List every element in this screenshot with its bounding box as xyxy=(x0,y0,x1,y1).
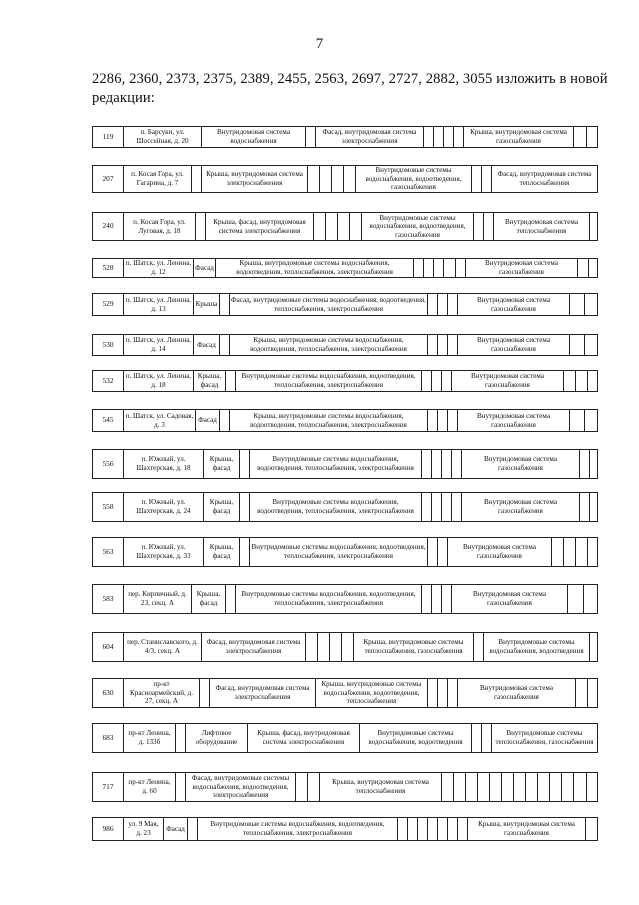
empty-cell xyxy=(447,818,457,840)
work-type-cell: Лифтовое оборудование xyxy=(185,724,247,752)
work-type-cell: Внутридомовые системы водоснабжения, водоотведения, теплоснабжения, электроснабжения xyxy=(249,450,421,478)
empty-cell xyxy=(441,493,451,521)
work-type-cell: Внутридомовые системы водоснабжения, водоотведения, теплоснабжения, электроснабжения xyxy=(235,371,421,391)
empty-cell xyxy=(587,371,599,391)
work-type-cell: Фасад, внутридомовые системы водоснабжения, водоотведения, теплоснабжения, электроснабжения xyxy=(229,294,427,315)
empty-cell xyxy=(569,294,584,315)
address-cell: п. Шатск, ул. Ленина, д. 14 xyxy=(123,335,193,355)
empty-cell xyxy=(441,371,451,391)
work-type-cell: Крыша, внутридомовая система газоснабжения xyxy=(467,818,585,840)
empty-cell xyxy=(219,335,229,355)
empty-cell xyxy=(307,166,319,192)
work-type-cell: Крыша, фасад, внутридомовая система электроснабжения xyxy=(205,213,313,240)
row-number: 529 xyxy=(102,299,114,309)
work-type-cell: Фасад xyxy=(193,259,215,277)
empty-cell xyxy=(501,773,513,801)
empty-cell xyxy=(575,371,587,391)
address-cell: п. Шатск, ул. Ленина, д. 13 xyxy=(123,294,193,315)
work-type-cell: Крыша, фасад xyxy=(191,585,225,613)
address-cell: п. Шатск, ул. Ленина, д. 18 xyxy=(123,371,193,391)
work-type-cell: Крыша, фасад xyxy=(203,450,239,478)
row-number: 683 xyxy=(102,732,114,742)
empty-cell xyxy=(577,259,588,277)
empty-cell xyxy=(413,259,423,277)
empty-cell xyxy=(337,213,349,240)
row-number: 528 xyxy=(102,262,114,272)
empty-cell xyxy=(587,679,599,707)
work-type-cell: Крыша, внутридомовая система теплоснабжения xyxy=(319,773,441,801)
empty-cell xyxy=(573,773,586,801)
empty-cell xyxy=(295,773,307,801)
empty-cell xyxy=(431,371,441,391)
work-type-cell: Внутридомовые системы водоснабжения, водоотведения, теплоснабжения, электроснабжения xyxy=(249,538,427,566)
empty-cell xyxy=(585,818,599,840)
empty-cell xyxy=(583,585,599,613)
empty-cell xyxy=(473,633,483,661)
table-row xyxy=(92,126,598,148)
empty-cell xyxy=(563,538,575,566)
empty-cell xyxy=(175,773,185,801)
empty-cell xyxy=(199,679,209,707)
empty-cell xyxy=(589,213,599,240)
empty-cell xyxy=(443,259,455,277)
empty-cell xyxy=(525,773,537,801)
table-row xyxy=(92,449,598,479)
empty-cell xyxy=(417,818,427,840)
work-type-cell: Крыша, фасад xyxy=(193,371,225,391)
work-type-cell: Крыша, внутридомовая система электроснабжения xyxy=(201,166,307,192)
work-type-cell: Внутридомовая система газоснабжения xyxy=(461,450,579,478)
empty-cell xyxy=(588,259,599,277)
empty-cell xyxy=(443,127,453,147)
empty-cell xyxy=(427,679,437,707)
empty-cell xyxy=(431,585,441,613)
empty-cell xyxy=(477,773,489,801)
empty-cell xyxy=(239,493,249,521)
work-type-cell: Фасад xyxy=(163,818,187,840)
address-cell: п. Шатск, ул. Ленина, д. 12 xyxy=(123,259,193,277)
address-cell: пр-кт Красноармейский, д. 27, секц. А xyxy=(123,679,199,707)
table-row xyxy=(92,492,598,522)
empty-cell xyxy=(451,493,461,521)
empty-cell xyxy=(305,127,315,147)
work-type-cell: Крыша, фасад xyxy=(203,538,239,566)
table-row xyxy=(92,370,598,392)
empty-cell xyxy=(457,818,467,840)
empty-cell xyxy=(219,410,229,431)
empty-cell xyxy=(453,773,465,801)
table-row xyxy=(92,584,598,614)
empty-cell xyxy=(319,166,331,192)
row-number: 545 xyxy=(102,415,114,425)
empty-cell xyxy=(586,127,599,147)
row-number: 240 xyxy=(102,221,114,231)
empty-cell xyxy=(407,818,417,840)
empty-cell xyxy=(473,213,483,240)
work-type-cell: Внутридомовые системы водоснабжения, водоотведения, газоснабжения xyxy=(355,166,471,192)
empty-cell xyxy=(191,166,201,192)
table-row xyxy=(92,212,598,241)
address-cell: п. Барсуки, ул. Шоссейная, д. 20 xyxy=(123,127,201,147)
work-type-cell: Внутридомовая система газоснабжения xyxy=(451,585,567,613)
table-row xyxy=(92,334,598,356)
row-number: 558 xyxy=(102,501,114,511)
empty-cell xyxy=(187,818,197,840)
empty-cell xyxy=(313,213,325,240)
empty-cell xyxy=(573,127,586,147)
empty-cell xyxy=(455,259,465,277)
empty-cell xyxy=(349,213,361,240)
table-row xyxy=(92,678,598,708)
empty-cell xyxy=(575,679,587,707)
table-row xyxy=(92,772,598,802)
work-type-cell: Внутридомовые системы водоснабжения, водоотведения, газоснабжения xyxy=(361,213,473,240)
empty-cell xyxy=(441,450,451,478)
row-number: 530 xyxy=(102,339,114,349)
empty-cell xyxy=(331,166,343,192)
row-number: 207 xyxy=(102,173,114,183)
empty-cell xyxy=(551,538,563,566)
row-number: 717 xyxy=(102,781,114,791)
empty-cell xyxy=(427,538,437,566)
empty-cell xyxy=(437,410,447,431)
work-type-cell: Фасад xyxy=(193,335,219,355)
empty-cell xyxy=(447,335,457,355)
table-row xyxy=(92,258,598,278)
table-row xyxy=(92,409,598,432)
work-type-cell: Внутридомовая система газоснабжения xyxy=(457,679,575,707)
work-type-cell: Крыша, внутридомовые системы теплоснабжения, газоснабжения xyxy=(353,633,473,661)
work-type-cell: Внутридомовые системы водоснабжения, водоотведения, теплоснабжения, электроснабжения xyxy=(235,585,421,613)
empty-cell xyxy=(433,259,443,277)
work-type-cell: Внутридомовая система газоснабжения xyxy=(457,410,569,431)
address-cell: п. Южный, ул. Шахтерская, д. 18 xyxy=(123,450,203,478)
work-type-cell: Внутридомовая система газоснабжения xyxy=(465,259,577,277)
empty-cell xyxy=(481,166,491,192)
empty-cell xyxy=(427,818,437,840)
empty-cell xyxy=(427,410,437,431)
table-row xyxy=(92,165,598,193)
table-row xyxy=(92,537,598,567)
table-row xyxy=(92,817,598,841)
empty-cell xyxy=(451,450,461,478)
empty-cell xyxy=(589,493,599,521)
empty-cell xyxy=(569,410,584,431)
empty-cell xyxy=(423,127,433,147)
empty-cell xyxy=(437,538,447,566)
empty-cell xyxy=(563,371,575,391)
empty-cell xyxy=(513,773,525,801)
empty-cell xyxy=(239,538,249,566)
empty-cell xyxy=(437,335,447,355)
address-cell: пер. Станиславского, д. 4/3, секц. А xyxy=(123,633,201,661)
address-cell: п. Шатск, ул. Садовая, д. 3 xyxy=(123,410,195,431)
empty-cell xyxy=(421,371,431,391)
empty-cell xyxy=(447,410,457,431)
empty-cell xyxy=(447,679,457,707)
empty-cell xyxy=(437,818,447,840)
work-type-cell: Крыша, внутридомовые системы водоснабжения, водоотведения, теплоснабжения, электроснабжения xyxy=(229,335,427,355)
empty-cell xyxy=(584,335,599,355)
work-type-cell: Крыша, фасад xyxy=(203,493,239,521)
work-type-cell: Крыша, внутридомовая система газоснабжения xyxy=(463,127,573,147)
empty-cell xyxy=(447,294,457,315)
row-number: 119 xyxy=(102,131,114,141)
work-type-cell: Внутридомовые системы водоснабжения, водоотведения, теплоснабжения, электроснабжения xyxy=(249,493,421,521)
address-cell: ул. 9 Мая, д. 23 xyxy=(123,818,163,840)
work-type-cell: Внутридомовая система газоснабжения xyxy=(461,493,579,521)
empty-cell xyxy=(427,294,437,315)
empty-cell xyxy=(225,585,235,613)
empty-cell xyxy=(421,450,431,478)
empty-cell xyxy=(433,127,443,147)
address-cell: пр-кт Ленина, д. 133б xyxy=(123,724,175,752)
work-type-cell: Внутридомовые системы теплоснабжения, газоснабжения xyxy=(491,724,597,752)
empty-cell xyxy=(587,538,599,566)
address-cell: п. Южный, ул. Шахтерская, д. 33 xyxy=(123,538,203,566)
empty-cell xyxy=(569,335,584,355)
empty-cell xyxy=(471,724,481,752)
work-type-cell: Фасад, внутридомовые системы водоснабжения, водоотведения, электроснабжения xyxy=(185,773,295,801)
empty-cell xyxy=(575,538,587,566)
empty-cell xyxy=(421,585,431,613)
empty-cell xyxy=(441,773,453,801)
intro-text: 2286, 2360, 2373, 2375, 2389, 2455, 2563, 2697, 2727, 2882, 3055 изложить в новой редакции: xyxy=(92,71,608,106)
empty-cell xyxy=(586,773,599,801)
work-type-cell: Крыша, внутридомовые системы водоснабжения, водоотведения, теплоснабжения, электроснабжения xyxy=(229,410,427,431)
work-type-cell: Внутридомовая система газоснабжения xyxy=(457,335,569,355)
empty-cell xyxy=(239,450,249,478)
address-cell: пр-кт Ленина, д. 60 xyxy=(123,773,175,801)
address-cell: пер. Кирпичный, д. 23, секц. А xyxy=(123,585,191,613)
row-number: 532 xyxy=(102,375,114,385)
empty-cell xyxy=(441,585,451,613)
empty-cell xyxy=(225,371,235,391)
table-row xyxy=(92,632,598,662)
empty-cell xyxy=(471,166,481,192)
empty-cell xyxy=(453,127,463,147)
empty-cell xyxy=(427,335,437,355)
row-number: 604 xyxy=(102,641,114,651)
empty-cell xyxy=(483,213,493,240)
empty-cell xyxy=(307,773,319,801)
empty-cell xyxy=(431,450,441,478)
empty-cell xyxy=(343,166,355,192)
work-type-cell: Внутридомовые системы водоснабжения, водоотведения xyxy=(359,724,471,752)
empty-cell xyxy=(219,294,229,315)
empty-cell xyxy=(549,773,561,801)
empty-cell xyxy=(195,213,205,240)
empty-cell xyxy=(437,294,447,315)
work-type-cell: Фасад, внутридомовая система электроснабжения xyxy=(201,633,305,661)
work-type-cell: Внутридомовая система газоснабжения xyxy=(451,371,563,391)
empty-cell xyxy=(317,633,329,661)
row-number: 986 xyxy=(102,823,114,833)
work-type-cell: Внутридомовые системы водоснабжения, водоотведения xyxy=(483,633,589,661)
empty-cell xyxy=(589,450,599,478)
empty-cell xyxy=(465,773,477,801)
empty-cell xyxy=(421,493,431,521)
empty-cell xyxy=(489,773,501,801)
row-number: 630 xyxy=(102,687,114,697)
work-type-cell: Внутридомовые системы водоснабжения, водоотведения, теплоснабжения, электроснабжения xyxy=(197,818,397,840)
empty-cell xyxy=(329,633,341,661)
empty-cell xyxy=(584,294,599,315)
empty-cell xyxy=(175,724,185,752)
row-number: 583 xyxy=(102,593,114,603)
empty-cell xyxy=(579,450,589,478)
work-type-cell: Фасад xyxy=(195,410,219,431)
work-type-cell: Крыша, внутридомовые системы водоснабжения, водоотведения, теплоснабжения, электроснабжения xyxy=(215,259,413,277)
address-cell: п. Косая Гора, ул. Гагарина, д. 7 xyxy=(123,166,191,192)
empty-cell xyxy=(597,724,600,752)
empty-cell xyxy=(589,633,599,661)
address-cell: п. Косая Гора, ул. Луговая, д. 18 xyxy=(123,213,195,240)
work-type-cell: Внутридомовая система водоснабжения xyxy=(201,127,305,147)
empty-cell xyxy=(481,724,491,752)
work-type-cell: Крыша, фасад, внутридомовая система электроснабжения xyxy=(247,724,359,752)
table-row xyxy=(92,723,598,753)
empty-cell xyxy=(423,259,433,277)
empty-cell xyxy=(431,493,441,521)
empty-cell xyxy=(579,493,589,521)
work-type-cell: Крыша xyxy=(193,294,219,315)
work-type-cell: Фасад, внутридомовая система электроснабжения xyxy=(209,679,315,707)
empty-cell xyxy=(567,585,583,613)
work-type-cell: Внутридомовая система газоснабжения xyxy=(457,294,569,315)
work-type-cell: Фасад, внутридомовая система теплоснабжения xyxy=(491,166,597,192)
empty-cell xyxy=(584,410,599,431)
table-row xyxy=(92,293,598,316)
empty-cell xyxy=(305,633,317,661)
work-type-cell: Внутридомовая система теплоснабжения xyxy=(493,213,589,240)
work-type-cell: Крыша, внутридомовые системы водоснабжения, водоотведения, теплоснабжения xyxy=(315,679,427,707)
work-type-cell: Фасад, внутридомовая система электроснабжения xyxy=(315,127,423,147)
empty-cell xyxy=(437,679,447,707)
empty-cell xyxy=(397,818,407,840)
page-number: 7 xyxy=(315,36,324,52)
empty-cell xyxy=(537,773,549,801)
empty-cell xyxy=(341,633,353,661)
address-cell: п. Южный, ул. Шахтерская, д. 24 xyxy=(123,493,203,521)
empty-cell xyxy=(561,773,573,801)
row-number: 563 xyxy=(102,546,114,556)
empty-cell xyxy=(325,213,337,240)
work-type-cell: Внутридомовая система газоснабжения xyxy=(447,538,551,566)
row-number: 556 xyxy=(102,458,114,468)
